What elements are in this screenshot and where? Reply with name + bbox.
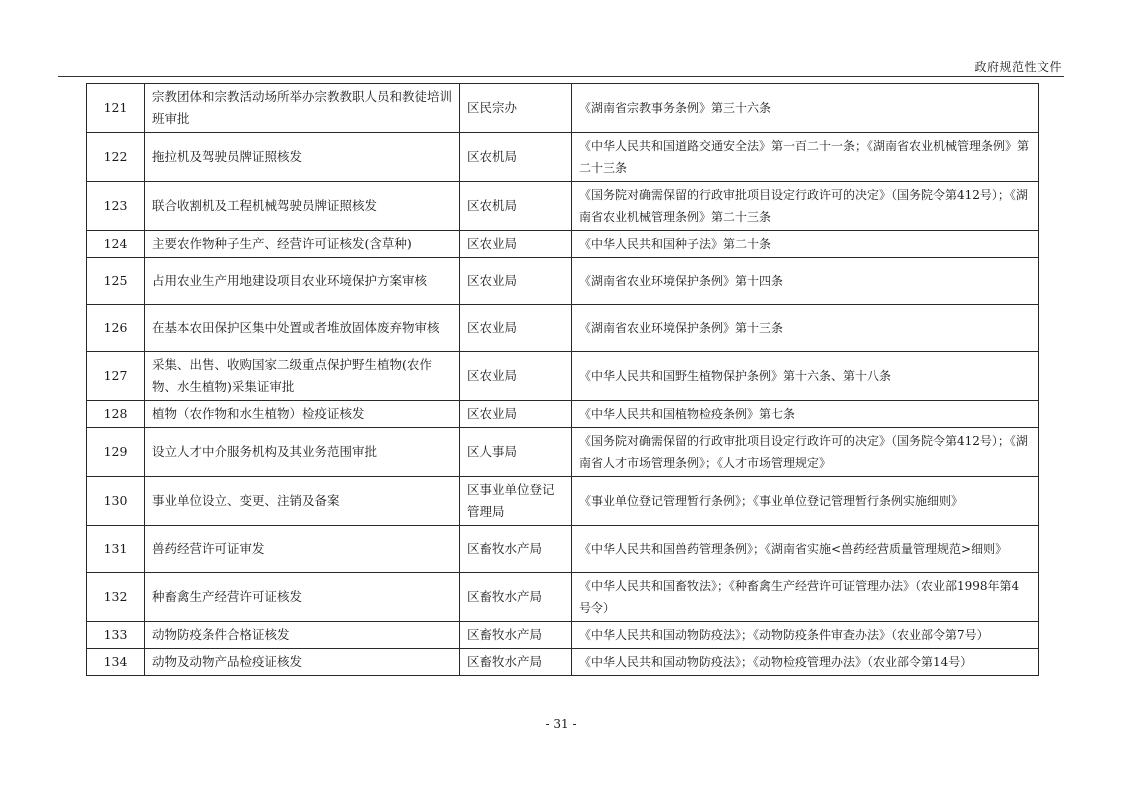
approval-item: 主要农作物种子生产、经营许可证核发(含草种)	[145, 231, 460, 258]
row-number: 126	[87, 305, 145, 352]
table-body	[87, 84, 1039, 676]
table-row	[87, 133, 1039, 182]
legal-basis: 《湖南省农业环境保护条例》第十四条	[572, 258, 1039, 305]
approval-item: 种畜禽生产经营许可证核发	[145, 573, 460, 622]
legal-basis: 《中华人民共和国植物检疫条例》第七条	[572, 401, 1039, 428]
row-number: 124	[87, 231, 145, 258]
row-number: 133	[87, 622, 145, 649]
responsible-department: 区农机局	[460, 133, 572, 182]
responsible-department: 区人事局	[460, 428, 572, 477]
table-row	[87, 84, 1039, 133]
row-number: 129	[87, 428, 145, 477]
legal-basis: 《事业单位登记管理暂行条例》；《事业单位登记管理暂行条例实施细则》	[572, 477, 1039, 526]
approval-item: 采集、出售、收购国家二级重点保护野生植物(农作物、水生植物)采集证审批	[145, 352, 460, 401]
responsible-department: 区事业单位登记管理局	[460, 477, 572, 526]
approval-item: 占用农业生产用地建设项目农业环境保护方案审核	[145, 258, 460, 305]
legal-basis: 《湖南省农业环境保护条例》第十三条	[572, 305, 1039, 352]
approval-item: 植物（农作物和水生植物）检疫证核发	[145, 401, 460, 428]
table-row	[87, 477, 1039, 526]
approval-item: 联合收割机及工程机械驾驶员牌证照核发	[145, 182, 460, 231]
responsible-department: 区畜牧水产局	[460, 573, 572, 622]
responsible-department: 区畜牧水产局	[460, 622, 572, 649]
table-row	[87, 352, 1039, 401]
page-number: - 31 -	[545, 717, 577, 731]
row-number: 127	[87, 352, 145, 401]
responsible-department: 区民宗办	[460, 84, 572, 133]
responsible-department: 区农业局	[460, 231, 572, 258]
legal-basis: 《中华人民共和国道路交通安全法》第一百二十一条；《湖南省农业机械管理条例》第二十三条	[572, 133, 1039, 182]
responsible-department: 区农业局	[460, 305, 572, 352]
responsible-department: 区农业局	[460, 258, 572, 305]
row-number: 131	[87, 526, 145, 573]
row-number: 121	[87, 84, 145, 133]
table-row	[87, 649, 1039, 676]
row-number: 128	[87, 401, 145, 428]
responsible-department: 区农业局	[460, 401, 572, 428]
row-number: 123	[87, 182, 145, 231]
table-row	[87, 526, 1039, 573]
table-row	[87, 305, 1039, 352]
legal-basis: 《中华人民共和国畜牧法》；《种畜禽生产经营许可证管理办法》（农业部1998年第4号令）	[572, 573, 1039, 622]
table-row	[87, 231, 1039, 258]
row-number: 125	[87, 258, 145, 305]
approval-item: 宗教团体和宗教活动场所举办宗教教职人员和教徒培训班审批	[145, 84, 460, 133]
legal-basis: 《国务院对确需保留的行政审批项目设定行政许可的决定》（国务院令第412号）；《湖南省人才市场管理条例》；《人才市场管理规定》	[572, 428, 1039, 477]
approval-item: 动物及动物产品检疫证核发	[145, 649, 460, 676]
header-divider	[58, 76, 1064, 77]
responsible-department: 区农机局	[460, 182, 572, 231]
legal-basis: 《中华人民共和国种子法》第二十条	[572, 231, 1039, 258]
table-row	[87, 573, 1039, 622]
table-row	[87, 622, 1039, 649]
legal-basis: 《国务院对确需保留的行政审批项目设定行政许可的决定》（国务院令第412号）；《湖南省农业机械管理条例》第二十三条	[572, 182, 1039, 231]
row-number: 132	[87, 573, 145, 622]
approval-item: 拖拉机及驾驶员牌证照核发	[145, 133, 460, 182]
responsible-department: 区畜牧水产局	[460, 649, 572, 676]
table-row	[87, 401, 1039, 428]
table-row	[87, 258, 1039, 305]
table-row	[87, 182, 1039, 231]
row-number: 122	[87, 133, 145, 182]
row-number: 130	[87, 477, 145, 526]
approval-item: 事业单位设立、变更、注销及备案	[145, 477, 460, 526]
approval-items-table	[86, 83, 1039, 676]
approval-item: 设立人才中介服务机构及其业务范围审批	[145, 428, 460, 477]
legal-basis: 《中华人民共和国动物防疫法》；《动物防疫条件审查办法》（农业部令第7号）	[572, 622, 1039, 649]
legal-basis: 《湖南省宗教事务条例》第三十六条	[572, 84, 1039, 133]
legal-basis: 《中华人民共和国兽药管理条例》；《湖南省实施<兽药经营质量管理规范>细则》	[572, 526, 1039, 573]
approval-item: 动物防疫条件合格证核发	[145, 622, 460, 649]
responsible-department: 区农业局	[460, 352, 572, 401]
approval-item: 在基本农田保护区集中处置或者堆放固体废弃物审核	[145, 305, 460, 352]
table-row	[87, 428, 1039, 477]
approval-item: 兽药经营许可证审发	[145, 526, 460, 573]
document-category-title: 政府规范性文件	[974, 60, 1062, 74]
legal-basis: 《中华人民共和国野生植物保护条例》第十六条、第十八条	[572, 352, 1039, 401]
responsible-department: 区畜牧水产局	[460, 526, 572, 573]
legal-basis: 《中华人民共和国动物防疫法》；《动物检疫管理办法》（农业部令第14号）	[572, 649, 1039, 676]
row-number: 134	[87, 649, 145, 676]
